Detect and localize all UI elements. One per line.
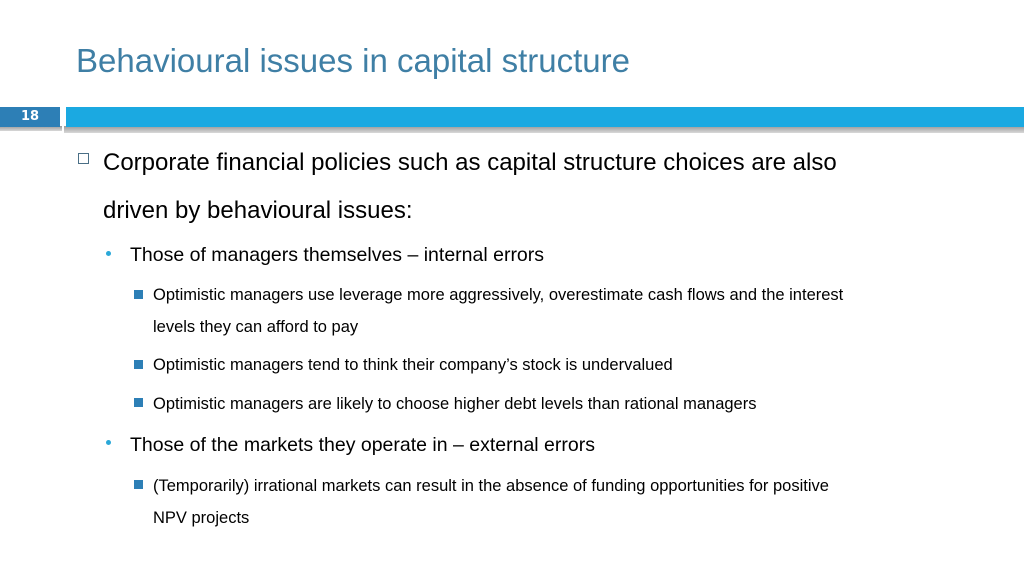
group-heading: Those of the markets they operate in – external errors bbox=[130, 434, 595, 456]
point-line-1: (Temporarily) irrational markets can result in the absence of funding opportunities for positive bbox=[153, 477, 829, 495]
square-bullet-icon bbox=[134, 290, 143, 299]
point-line-2: NPV projects bbox=[153, 509, 250, 527]
slide-title: Behavioural issues in capital structure bbox=[76, 42, 630, 79]
slide-number: 18 bbox=[0, 107, 60, 127]
main-bullet-line-1: Corporate financial policies such as capital structure choices are also bbox=[103, 149, 837, 176]
title-rule bbox=[66, 107, 1024, 127]
main-bullet-line-2: driven by behavioural issues: bbox=[103, 197, 413, 224]
square-bullet-icon bbox=[134, 398, 143, 407]
square-bullet-icon bbox=[134, 480, 143, 489]
group-heading: Those of managers themselves – internal errors bbox=[130, 244, 545, 266]
point-line-1: Optimistic managers are likely to choose higher debt levels than rational managers bbox=[153, 395, 757, 413]
dot-bullet-icon bbox=[106, 440, 111, 445]
dot-bullet-icon bbox=[106, 251, 111, 256]
point-line-1: Optimistic managers tend to think their company’s stock is undervalued bbox=[153, 356, 673, 374]
title-rule-shadow bbox=[64, 126, 1024, 133]
square-bullet-icon bbox=[134, 360, 143, 369]
hollow-square-bullet-icon bbox=[78, 153, 89, 164]
point-line-1: Optimistic managers use leverage more aggressively, overestimate cash flows and the interest bbox=[153, 286, 844, 304]
point-line-2: levels they can afford to pay bbox=[153, 318, 359, 336]
